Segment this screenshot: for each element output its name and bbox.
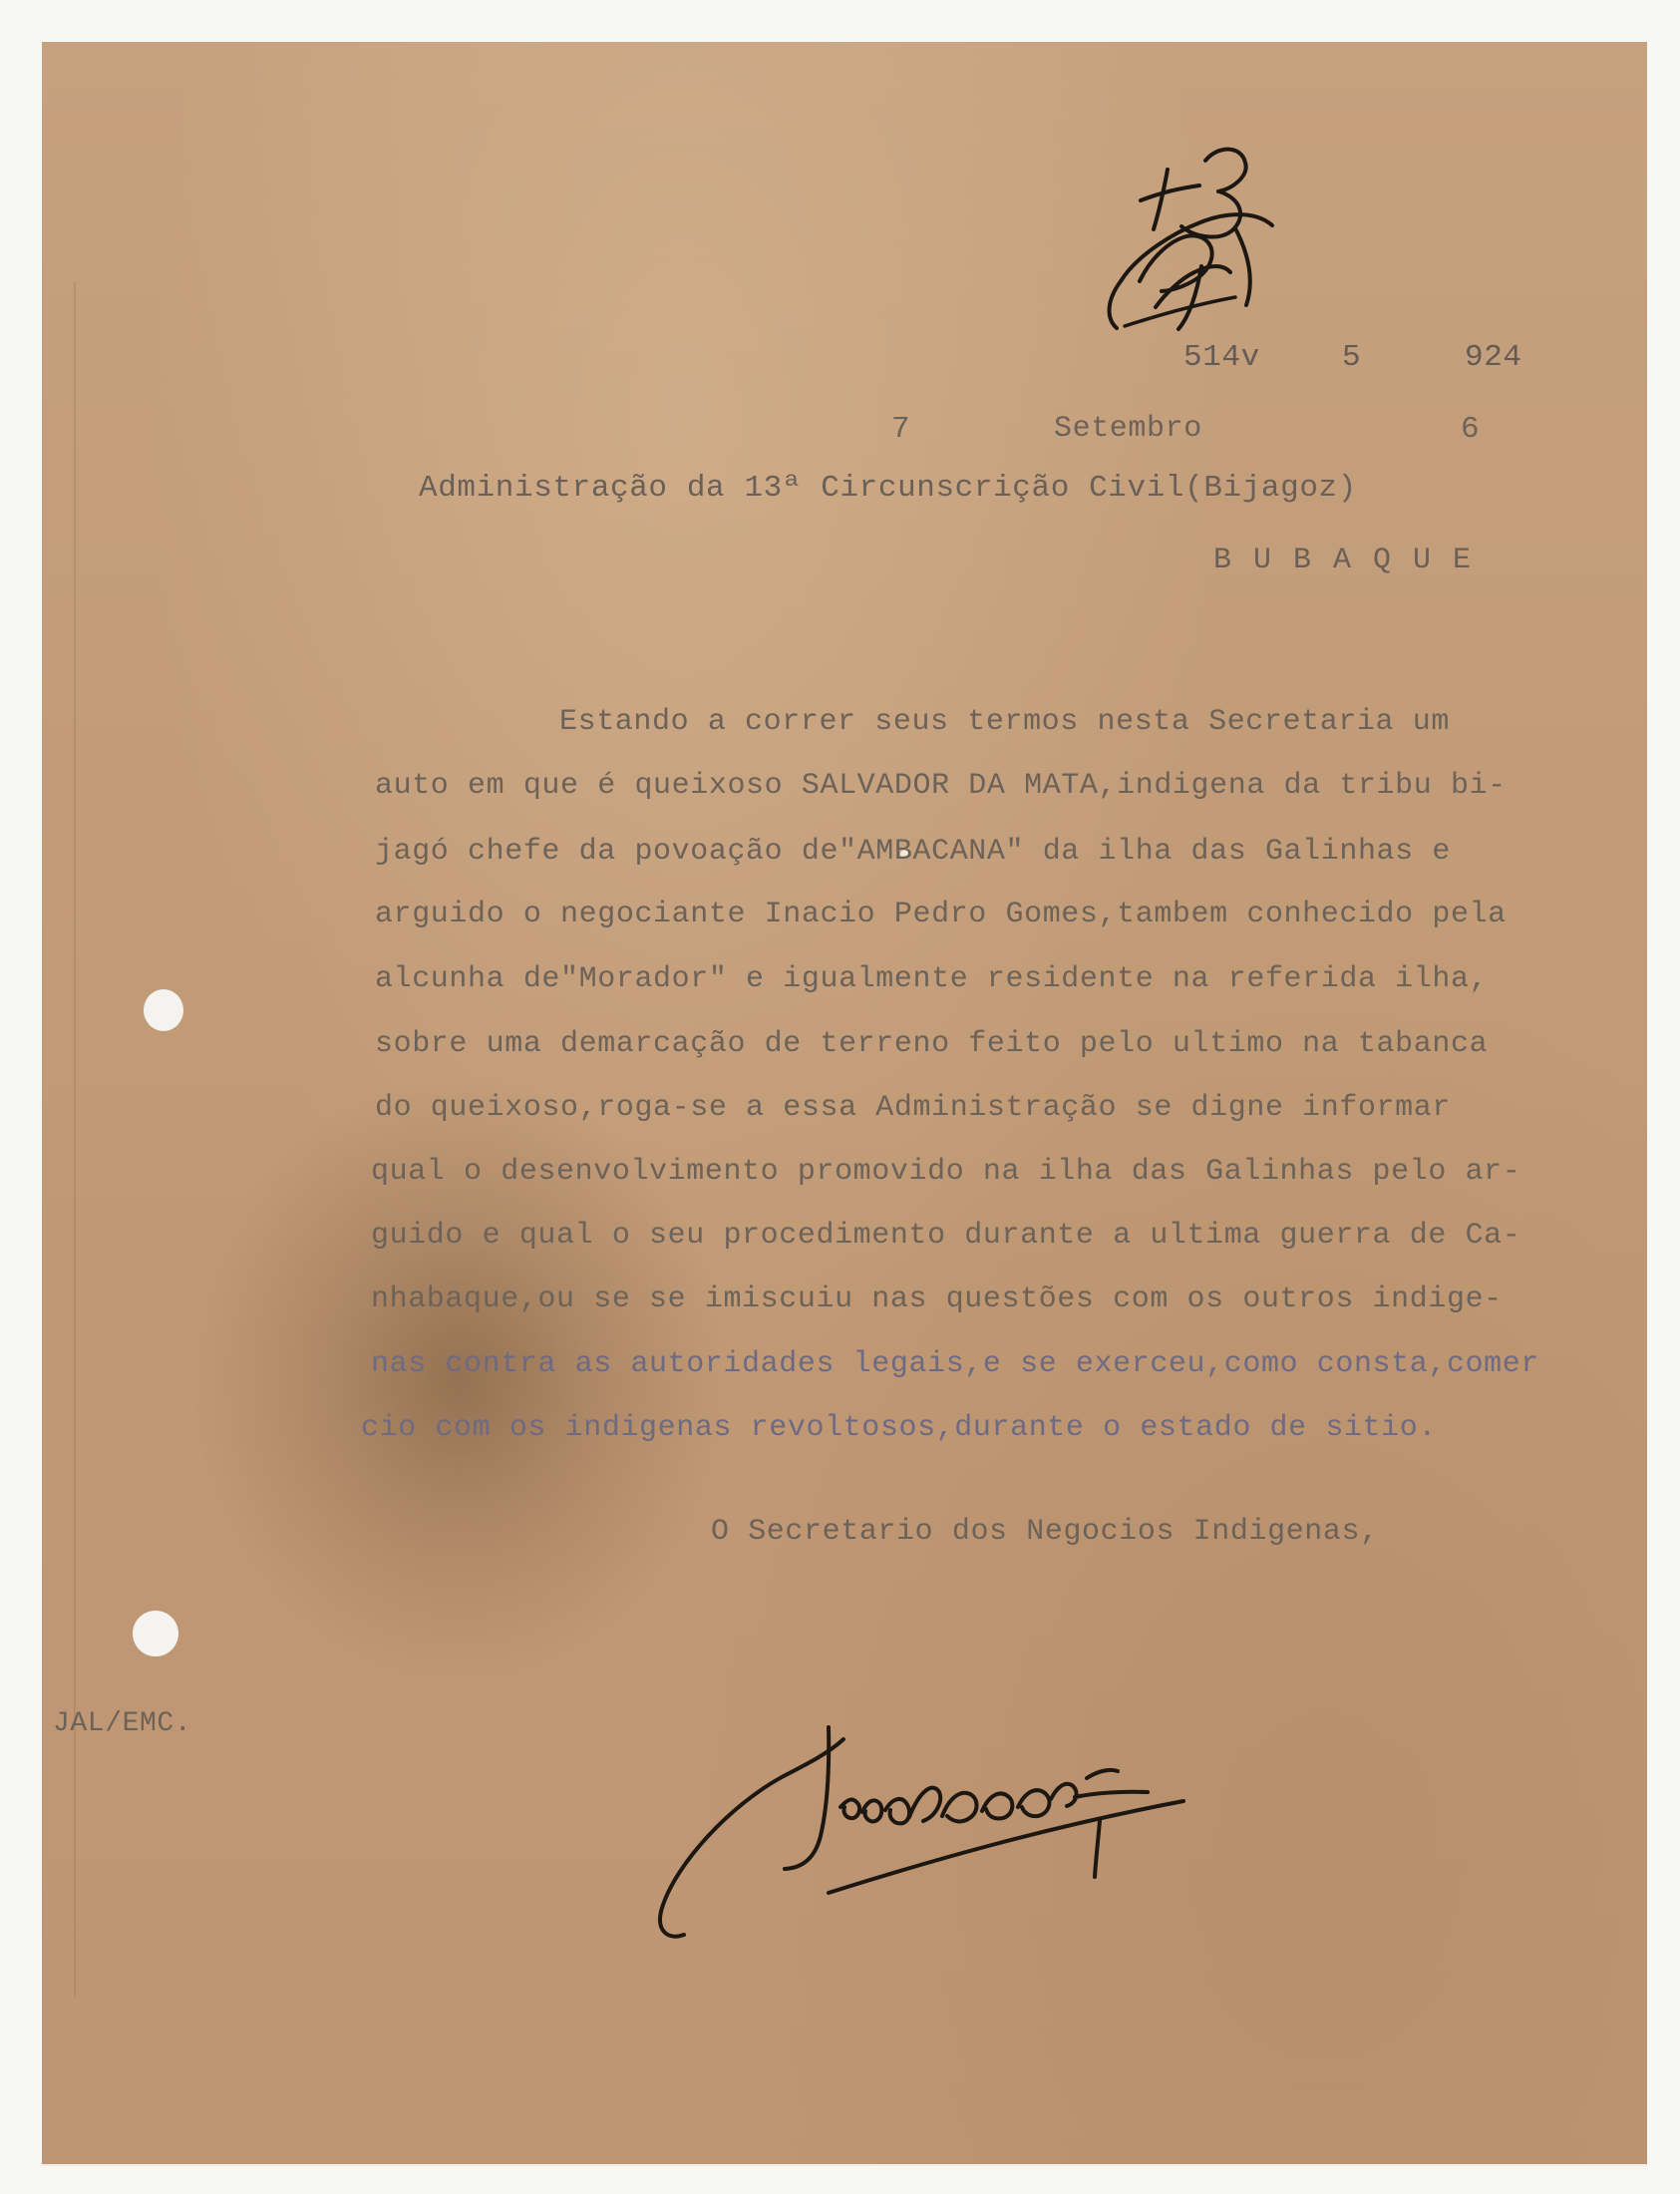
punch-hole-top bbox=[144, 989, 183, 1031]
body-line-5: alcunha de"Morador" e igualmente residente na referida ilha, bbox=[375, 962, 1489, 996]
document-sheet bbox=[42, 42, 1647, 2164]
top-code-right: 924 bbox=[1465, 340, 1522, 375]
body-line-6: sobre uma demarcação de terreno feito pelo ultimo na tabanca bbox=[375, 1027, 1489, 1061]
body-line-2: auto em que é queixoso SALVADOR DA MATA,indigena da tribu bi- bbox=[375, 769, 1507, 803]
body-line-12: cio com os indigenas revoltosos,durante o estado de sitio. bbox=[361, 1411, 1437, 1445]
body-line-7: do queixoso,roga-se a essa Administração se digne informar bbox=[375, 1091, 1451, 1125]
date-year-suffix: 6 bbox=[1461, 412, 1481, 447]
addressee-line: Administração da 13ª Circunscrição Civil(Bijagoz) bbox=[419, 471, 1357, 506]
paper-crease bbox=[74, 281, 76, 1997]
reference-code: JAL/EMC. bbox=[53, 1708, 192, 1739]
body-line-8: qual o desenvolvimento promovido na ilha das Galinhas pelo ar- bbox=[371, 1155, 1521, 1189]
signature bbox=[640, 1667, 1298, 1997]
body-line-9: guido e qual o seu procedimento durante a ultima guerra de Ca- bbox=[371, 1219, 1521, 1253]
date-day: 7 bbox=[891, 412, 911, 447]
body-line-11: nas contra as autoridades legais,e se exerceu,como consta,comer bbox=[371, 1347, 1539, 1381]
date-month: Setembro bbox=[1054, 412, 1202, 446]
body-line-1: Estando a correr seus termos nesta Secretaria um bbox=[559, 705, 1450, 739]
body-line-10: nhabaque,ou se se imiscuiu nas questões com os outros indige- bbox=[371, 1282, 1503, 1316]
body-line-4: arguido o negociante Inacio Pedro Gomes,tambem conhecido pela bbox=[375, 898, 1507, 931]
folio-mark bbox=[1074, 97, 1333, 381]
punch-hole-bottom bbox=[133, 1611, 178, 1656]
top-code-middle: 5 bbox=[1342, 340, 1362, 375]
closing-line: O Secretario dos Negocios Indigenas, bbox=[711, 1515, 1379, 1549]
location-line: B U B A Q U E bbox=[1213, 544, 1474, 577]
body-line-3: jagó chefe da povoação de"AMBACANA" da ilha das Galinhas e bbox=[375, 835, 1451, 869]
top-code-left: 514v bbox=[1183, 340, 1260, 375]
